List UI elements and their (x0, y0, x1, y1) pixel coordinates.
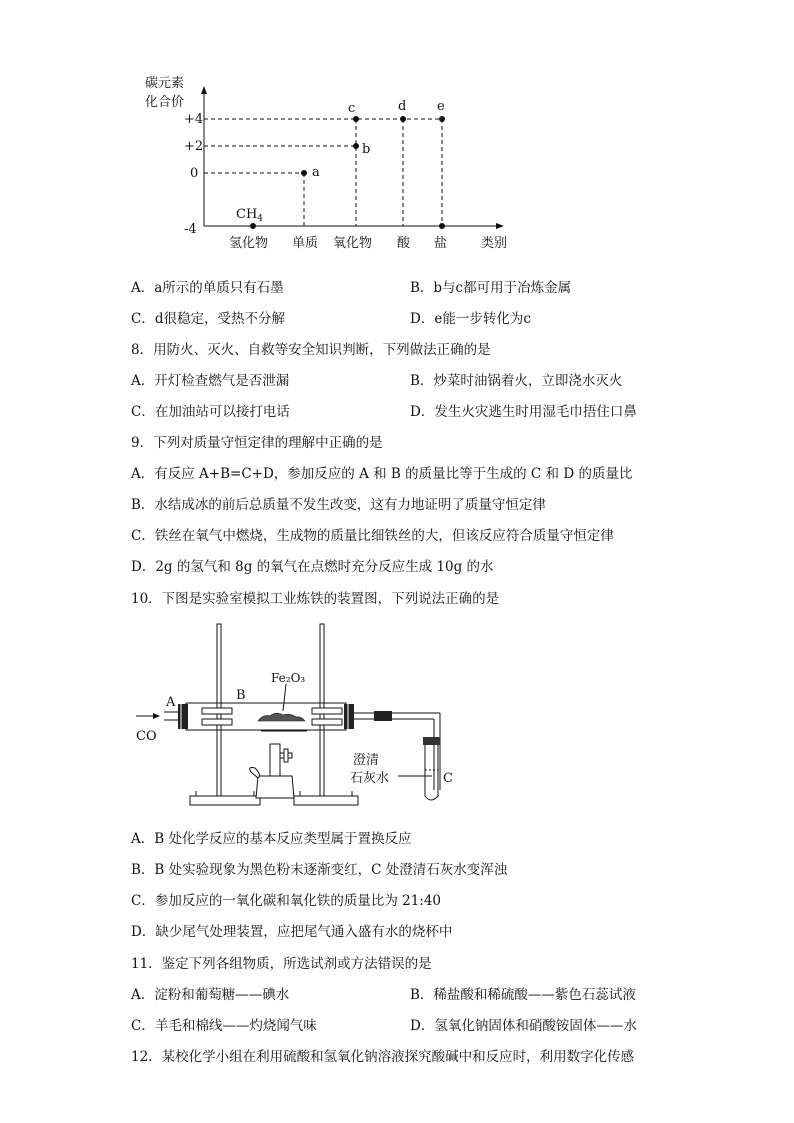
y-tick-plus4: +4 (184, 112, 204, 127)
fig-label-fe2o3: Fe₂O₃ (271, 671, 306, 685)
y-tick-minus4: -4 (184, 222, 197, 237)
q8-option-a: A．开灯检查燃气是否泄漏 (131, 373, 290, 389)
y-title-line2: 化合价 (145, 95, 185, 110)
fe2o3-powder (258, 713, 305, 721)
q10-option-b: B．B 处实验现象为黑色粉末逐渐变红，C 处澄清石灰水变浑浊 (131, 862, 508, 878)
label-ch4: $CH_4$ (236, 207, 264, 224)
x-cat-oxide: 氧化物 (333, 236, 373, 251)
test-tube (425, 745, 438, 800)
left-clamp-top (202, 708, 232, 714)
left-stopper (178, 704, 188, 729)
left-stand-base (190, 796, 260, 805)
fig-label-b: B (236, 688, 246, 703)
q8-stem: 8．用防火、灭火、自救等安全知识判断，下列做法正确的是 (131, 342, 491, 358)
q8-option-c: C．在加油站可以接打电话 (131, 404, 290, 420)
point-d (400, 116, 406, 122)
x-cat-element: 单质 (292, 236, 319, 251)
point-a (301, 170, 307, 176)
label-b: b (362, 142, 371, 157)
q9-option-b: B．水结成冰的前后总质量不发生改变，这有力地证明了质量守恒定律 (131, 497, 546, 513)
point-b (353, 143, 359, 149)
q11-option-b: B．稀盐酸和稀硫酸——紫色石蕊试液 (410, 987, 636, 1003)
fig-label-limewater-1: 澄清 (353, 753, 380, 768)
q8-option-b: B．炒菜时油锅着火，立即浇水灭火 (410, 373, 623, 389)
q11-option-a: A．淀粉和葡萄糖——碘水 (131, 987, 290, 1003)
y-title-line1: 碳元素 (145, 76, 185, 91)
point-c (353, 116, 359, 122)
q9-option-d: D．2g 的氢气和 8g 的氧气在点燃时充分反应生成 10g 的水 (131, 559, 494, 575)
x-cat-hydride: 氢化物 (229, 236, 269, 251)
q9-option-a: A．有反应 A+B=C+D，参加反应的 A 和 B 的质量比等于生成的 C 和 D 的质量比 (131, 466, 633, 482)
q10-option-a: A．B 处化学反应的基本反应类型属于置换反应 (131, 831, 412, 847)
point-e (439, 116, 445, 122)
test-tube-stopper (423, 737, 440, 745)
q7-option-d: D．e能一步转化为c (410, 311, 531, 327)
y-tick-0: 0 (190, 166, 199, 181)
valence-chart (0, 0, 794, 265)
label-e: e (437, 99, 445, 114)
q11-stem: 11．鉴定下列各组物质，所选试剂或方法错误的是 (131, 956, 432, 972)
q11-option-c: C．羊毛和棉线——灼烧闻气味 (131, 1018, 317, 1034)
y-axis-arrow (201, 86, 207, 94)
label-c: c (348, 101, 356, 116)
q9-option-c: C．铁丝在氧气中燃烧，生成物的质量比细铁丝的大，但该反应符合质量守恒定律 (131, 528, 614, 544)
point-ch4 (250, 223, 256, 229)
q11-option-d: D．氢氧化钠固体和硝酸铵固体——水 (410, 1018, 637, 1034)
q9-stem: 9．下列对质量守恒定律的理解中正确的是 (131, 435, 383, 451)
x-cat-acid: 酸 (397, 236, 411, 251)
q10-option-d: D．缺少尾气处理装置，应把尾气通入盛有水的烧杯中 (131, 924, 453, 940)
iron-smelting-apparatus (0, 618, 794, 814)
q10-stem: 10．下图是实验室模拟工业炼铁的装置图，下列说法正确的是 (131, 591, 500, 607)
right-clamp-bottom (312, 719, 342, 725)
right-stopper (344, 704, 354, 729)
x-axis-arrow (496, 223, 504, 229)
fig-label-c: C (443, 771, 453, 786)
fig-label-limewater-2: 石灰水 (350, 771, 390, 786)
fe2o3-pointer (283, 684, 286, 711)
q7-option-a: A．a所示的单质只有石墨 (131, 280, 284, 296)
q12-stem: 12．某校化学小组在利用硫酸和氢氧化钠溶液探究酸碱中和反应时，利用数字化传感 (131, 1049, 635, 1065)
rubber-connector (374, 711, 392, 721)
y-tick-plus2: +2 (184, 139, 204, 154)
x-cat-salt: 盐 (434, 236, 448, 251)
right-stand-base (294, 796, 358, 805)
label-d: d (398, 99, 407, 114)
burner-valve (250, 768, 260, 779)
point-axis-e (439, 223, 445, 229)
burner-tube (270, 744, 280, 776)
q8-option-d: D．发生火灾逃生时用湿毛巾捂住口鼻 (410, 404, 637, 420)
label-a: a (312, 165, 320, 180)
fig-label-co: CO (136, 729, 157, 744)
fig-label-a: A (166, 695, 176, 710)
left-clamp-bottom (202, 719, 232, 725)
q10-option-c: C．参加反应的一氧化碳和氧化铁的质量比为 21:40 (131, 893, 442, 909)
x-axis-title: 类别 (481, 236, 508, 251)
right-clamp-top (312, 708, 342, 714)
q7-option-c: C．d很稳定，受热不分解 (131, 311, 285, 327)
burner-base (256, 776, 294, 798)
q7-option-b: B．b与c都可用于冶炼金属 (410, 280, 572, 296)
co-arrow-head (153, 713, 160, 719)
